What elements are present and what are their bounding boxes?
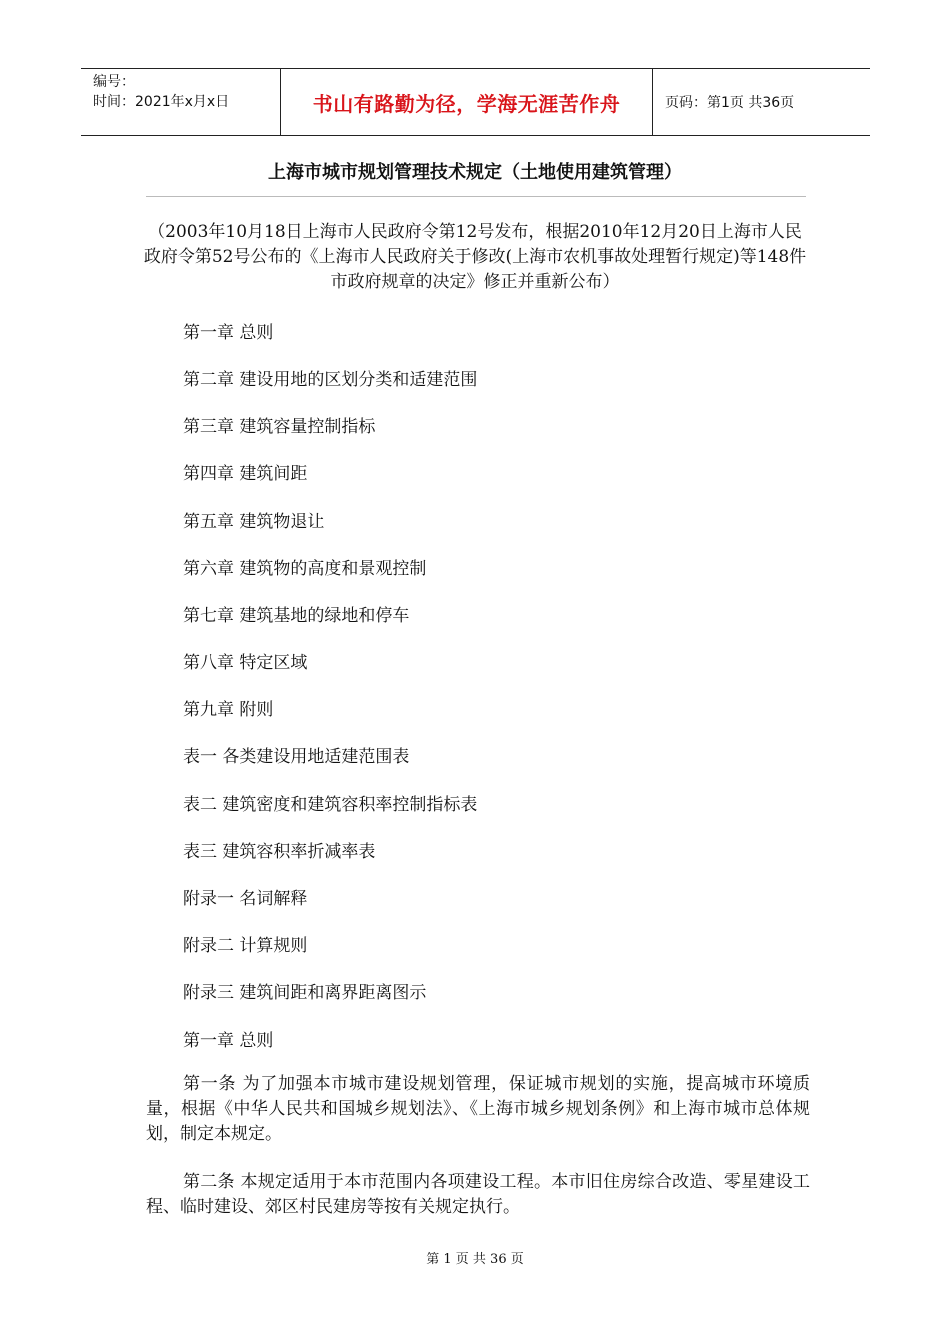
number-label: 编号： (93, 74, 135, 90)
publication-note: （2003年10月18日上海市人民政府令第12号发布，根据2010年12月20日上海市人民政府令第52号公布的《上海市人民政府关于修改(上海市农机事故处理暂行规定)等148件市政府规章的决定》修正并重新公布） (143, 222, 807, 292)
header-meta (81, 69, 281, 135)
toc-item: 第三章 建筑容量控制指标 (183, 417, 376, 437)
page-header (81, 68, 870, 136)
article-1: 第一条 为了加强本市城市建设规划管理，保证城市规划的实施，提高城市环境质量，根据《中华人民共和国城乡规划法》、《上海市城乡规划条例》和上海市城市总体规划，制定本规定。 (146, 1074, 810, 1144)
title-divider (146, 196, 806, 197)
toc-item: 第八章 特定区域 (183, 653, 308, 673)
toc-item: 附录二 计算规则 (183, 936, 308, 956)
toc-item: 表二 建筑密度和建筑容积率控制指标表 (183, 795, 478, 815)
page-info: 页码：第1页 共36页 (665, 95, 795, 111)
article-2: 第二条 本规定适用于本市范围内各项建设工程。本市旧住房综合改造、零星建设工程、临时建设、郊区村民建房等按有关规定执行。 (146, 1172, 810, 1217)
toc-item: 第九章 附则 (183, 700, 274, 720)
toc-item: 第一章 总则 (183, 323, 274, 343)
toc-item: 第二章 建设用地的区划分类和适建范围 (183, 370, 478, 390)
toc-item: 第一章 总则 (183, 1031, 274, 1051)
motto: 书山有路勤为径，学海无涯苦作舟 (281, 69, 653, 135)
toc-item: 第七章 建筑基地的绿地和停车 (183, 606, 410, 626)
toc-item: 表一 各类建设用地适建范围表 (183, 747, 410, 767)
date-label: 时间：2021年x月x日 (93, 94, 230, 110)
page-footer: 第 1 页 共 36 页 (426, 1252, 524, 1267)
toc-item: 附录一 名词解释 (183, 889, 308, 909)
document-title: 上海市城市规划管理技术规定（土地使用建筑管理） (268, 162, 682, 183)
toc-item: 第四章 建筑间距 (183, 464, 308, 484)
toc-item: 附录三 建筑间距和离界距离图示 (183, 983, 427, 1003)
toc-item: 表三 建筑容积率折减率表 (183, 842, 376, 862)
toc-item: 第五章 建筑物退让 (183, 512, 325, 532)
toc-item: 第六章 建筑物的高度和景观控制 (183, 559, 427, 579)
